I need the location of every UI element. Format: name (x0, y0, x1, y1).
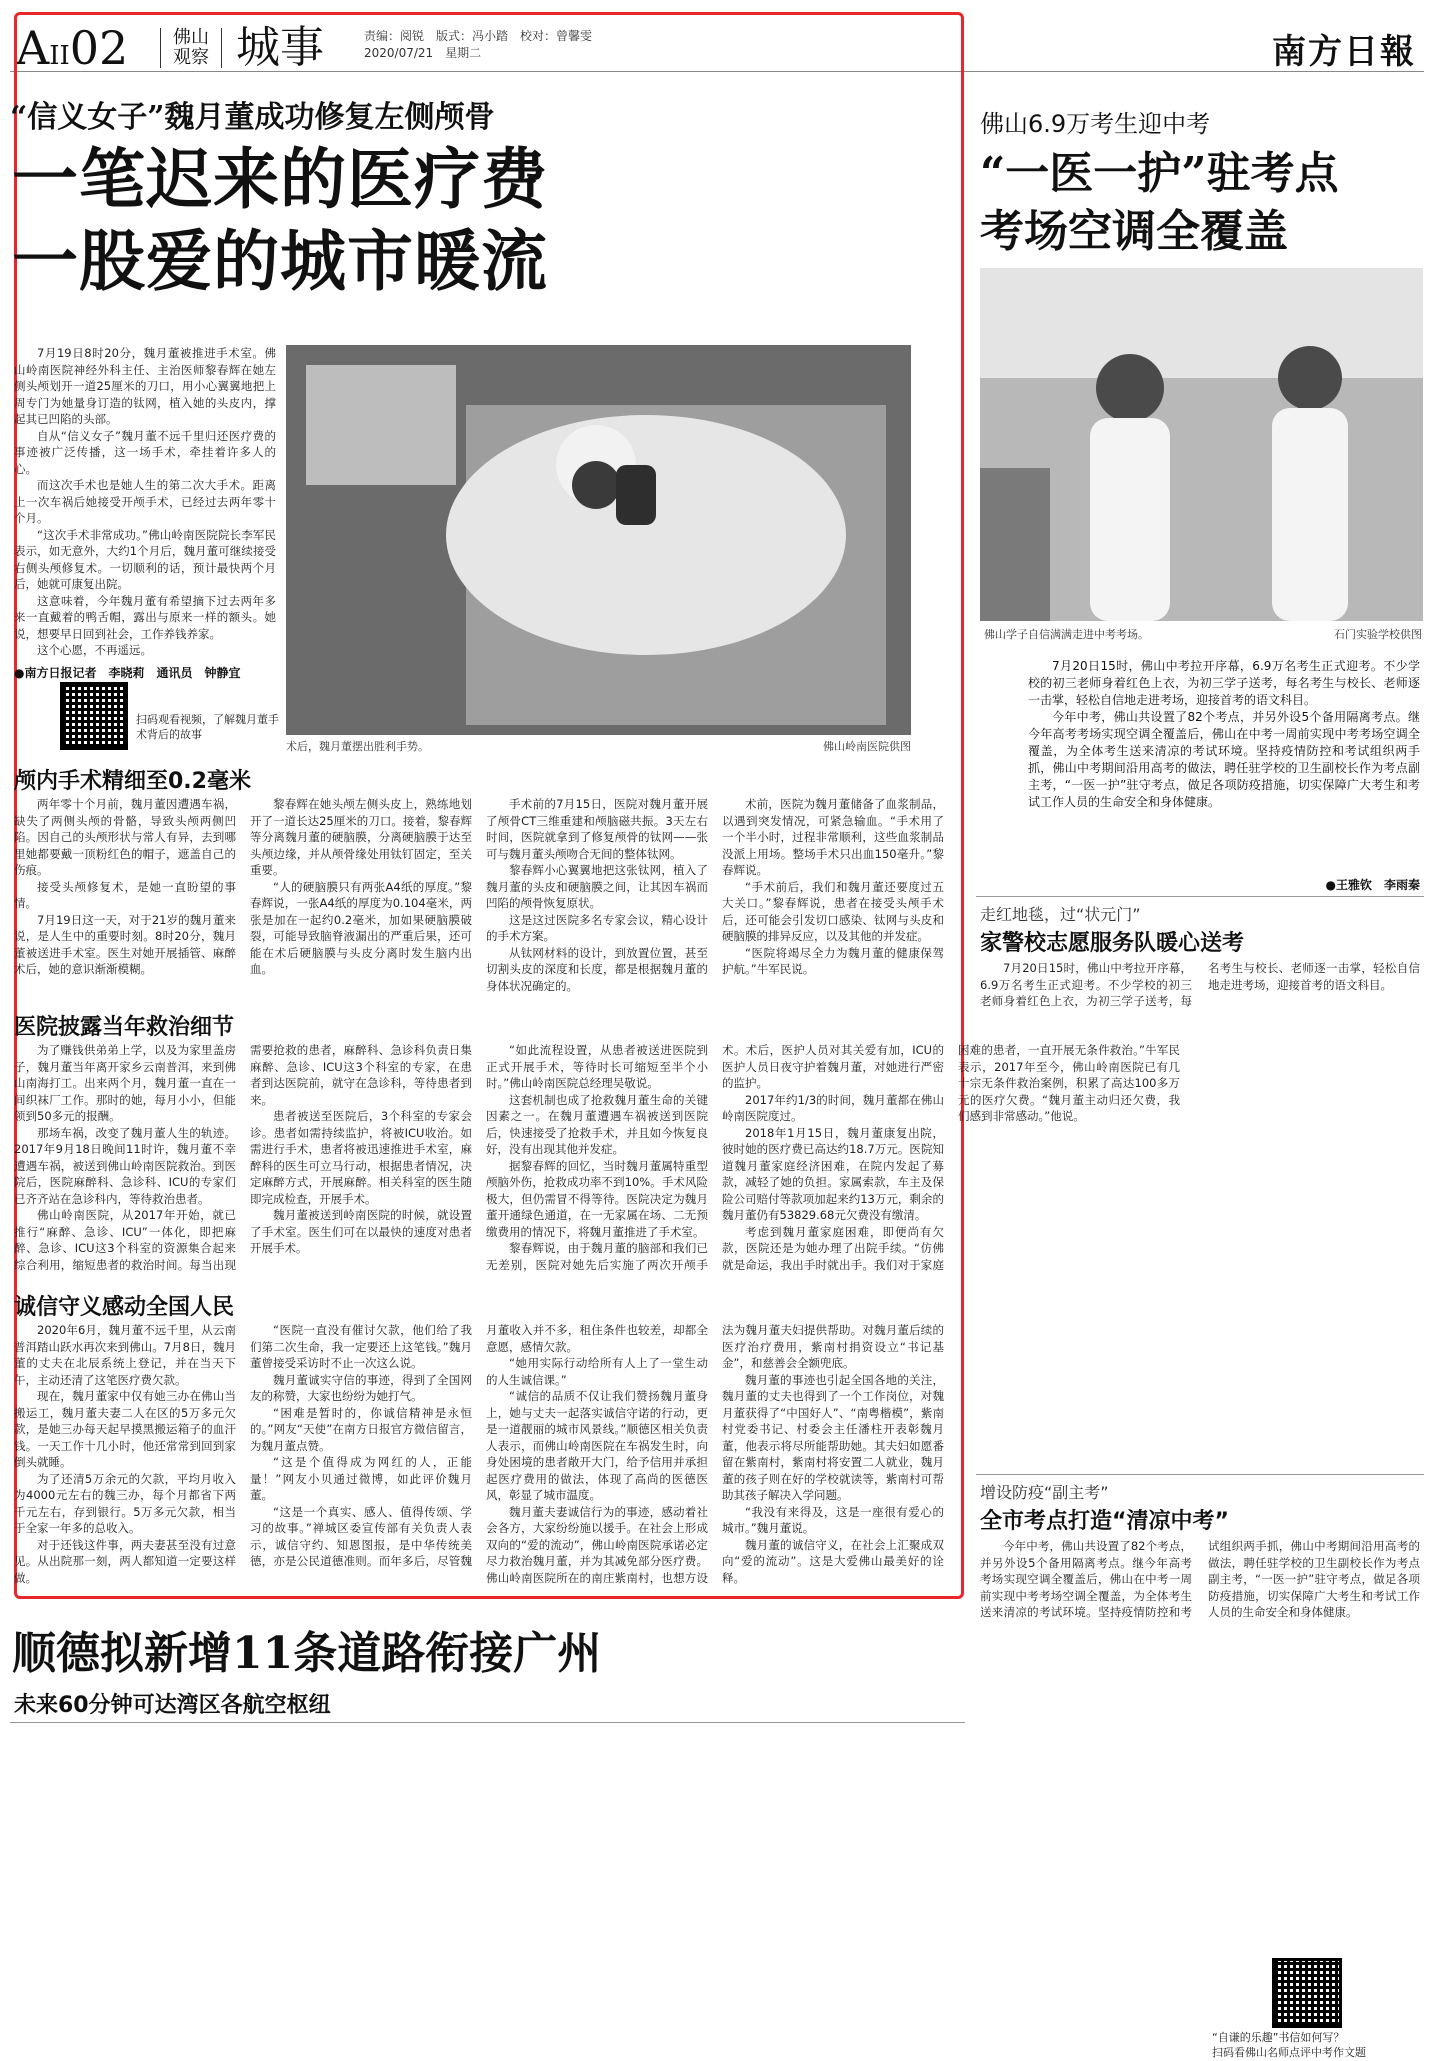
lead-paragraph: 自从“信义女子”魏月董不远千里归还医疗费的事迹被广泛传播，这一场手术，牵挂着许多人的心。 (14, 428, 276, 476)
paragraph: 黎春辉小心翼翼地把这张钛网，植入了魏月董的头皮和硬脑膜之间，让其因车祸而凹陷的颅骨恢复原状。 (486, 863, 708, 910)
lead-paragraph: “这次手术非常成功。”佛山岭南医院院长李军民表示，如无意外，大约1个月后，魏月董可继续接受右侧头颅修复术。一切顺利的话，预计最快两个月后，她就可康复出院。 (14, 527, 276, 591)
qr-code-essay[interactable] (1272, 1958, 1342, 2028)
bottom-headline: 顺德拟新增11条道路衔接广州 (12, 1628, 602, 1679)
subsection-kicker: 走红地毯，过“状元门” (980, 905, 1141, 924)
right-kicker: 佛山6.9万考生迎中考 (980, 110, 1211, 138)
section-tag: 佛山观察 (160, 28, 222, 68)
qr-code-video[interactable] (60, 682, 128, 750)
subsection-title: 全市考点打造“清凉中考” (980, 1509, 1229, 1534)
paragraph: “医院将竭尽全力为魏月董的健康保驾护航。”牛军民说。 (722, 945, 944, 976)
paragraph: “这是一个真实、感人、值得传颂、学习的故事。”禅城区委宣传部有关负责人表示，诚信守约、知恩图报，是中华传统美德，亦是公民道德准则。而年多后，尽管魏月董收入并不多，租住条件也较差，却都全意愿，感情欠款。 (250, 1323, 708, 1568)
paragraph: 2018年1月15日，魏月董康复出院，彼时她的医疗费已高达约18.7万元。医院知道魏月董家庭经济困难，在院内发起了募款，减轻了她的负担。家属索款，车主及保险公司赔付等款项加起来约13万元，剩余的魏月董仍有53829.68元欠费没有缴清。 (722, 1125, 944, 1222)
paragraph: 魏月董诚实守信的事迹，得到了全国网友的称赞，大家也纷纷为她打气。 (250, 1372, 472, 1403)
section-heading: 诚信守义感动全国人民 (14, 1295, 235, 1320)
main-kicker: “信义女子”魏月董成功修复左侧颅骨 (10, 100, 495, 135)
paragraph: 对于还钱这件事，两夫妻甚至没有过意见。从出院那一刻，两人都知道一定要这样做。 (14, 1537, 236, 1585)
paragraph: 这套机制也成了抢救魏月董生命的关键因素之一。在魏月董遭遇车祸被送到医院后，快速接受了抢救手术，并且如今恢复良好，没有出现其他并发症。 (486, 1092, 708, 1156)
right-headline (980, 145, 1339, 261)
lead-paragraph: 这个心愿，不再遥远。 (37, 643, 152, 657)
lead-paragraph: 而这次手术也是她人生的第二次大手术。距离上一次车祸后她接受开颅手术，已经过去两年零十个月。 (14, 478, 276, 525)
paragraph: 今年中考，佛山共设置了82个考点，并另外设5个备用隔离考点。继今年高考考场实现空调全覆盖后，佛山在中考一周前实现中考考场空调全覆盖，为全体考生送来清凉的考试环境。坚持疫情防控和考试组织两手抓，佛山中考期间沿用高考的做法，聘任驻学校的卫生副校长作为考点副主考，“一医一护”驻守考点，做足各项防疫措施，切实保障广大考生和考试工作人员的生命安全和身体健康。 (980, 1539, 1420, 1619)
divider (976, 1474, 1424, 1475)
subsection-kicker: 增设防疫“副主考” (980, 1483, 1109, 1502)
subsection-title: 家警校志愿服务队暖心送考 (980, 931, 1245, 956)
students-illustration (980, 268, 1423, 621)
divider (976, 896, 1424, 897)
paragraph: 黎春辉说，由于魏月董的脑部和我们已无差别，医院对她先后实施了两次开颅手术。术后，医护人员对其关爱有加，ICU的医护人员日夜守护着魏月董，对她进行严密的监护。 (486, 1043, 944, 1272)
hospital-bed-illustration (286, 345, 911, 735)
section-heading: 医院披露当年救治细节 (14, 1015, 235, 1040)
paragraph: “人的硬脑膜只有两张A4纸的厚度。”黎春辉说，一张A4纸的厚度为0.104毫米，两张是加在一起约0.2毫米，加如果硬脑膜破裂，可能导致脑脊液漏出的严重后果，还可能在术后硬脑膜与头皮分离时发生脑内出血。 (250, 879, 472, 976)
paragraph: 黎春辉在她头颅左侧头皮上，熟练地划开了一道长达25厘米的刀口。接着，黎春辉等分离魏月董的硬脑膜，分离硬脑膜于达至头颅边缘，并从颅骨缘处用钛钉固定，至关重要。 (250, 797, 472, 877)
paragraph: “手术前后，我们和魏月董还要度过五大关口。”黎春辉说，患者在接受头颅手术后，还可能会引发切口感染、钛网与头皮和硬脑膜的排异反应，以及其他的并发症。 (722, 879, 944, 943)
paragraph: 魏月董的事迹也引起全国各地的关注，魏月董的丈夫也得到了一个工作岗位，对魏月董获得了“中国好人”、“南粤楷模”，紫南村党委书记、村委会主任潘柱开表彰魏月董，他表示将尽所能帮助她。其夫妇如愿番留在紫南村，紫南村将安置二人就业，魏月董的孩子则在好的学校就读等，紫南村可帮助其孩子解决入学问题。 (722, 1372, 944, 1502)
section-title: 城事 (236, 22, 324, 73)
paragraph: 术前，医院为魏月董储备了血浆制品，以遇到突发情况，可紧急输血。“手术用了一个半小时，过程非常顺利，这些血浆制品没派上用场。整场手术只出血150毫升。”黎春辉说。 (722, 797, 944, 877)
paragraph: 这是这过医院多名专家会议，精心设计的手术方案。 (486, 912, 708, 943)
paragraph: 据黎春辉的回忆，当时魏月董属特重型颅脑外伤，抢救成功率不到10%。手术风险极大，但仍需冒不得等待。医院决定为魏月董开通绿色通道，在一无家属在场、二无预缴费用的情况下，将魏月董推进了手术室。 (486, 1158, 708, 1239)
editor-credits: 责编：阅锐 版式：冯小踏 校对：曾馨雯 (364, 29, 593, 43)
bottom-subheadline: 未来60分钟可达湾区各航空枢纽 (14, 1693, 331, 1718)
qr-caption-line1: “自谦的乐趣”书信如何写？ (1212, 2031, 1345, 2044)
photo-caption-main (286, 738, 911, 754)
subsection-body (980, 960, 1420, 1460)
paragraph: “这是个值得成为网红的人，正能量！”网友小贝通过微博，如此评价魏月董。 (250, 1455, 472, 1502)
paragraph: 考虑到魏月董家庭困难，即便尚有欠款，医院还是为她办理了出院手续。“仿佛就是命运，我出手时就出手。我们对于家庭困难的患者，一直开展无条件救治。”牛军民表示，2017年至今，佛山岭南医院已有几十宗无条件救治案例，积累了高达100多万元的医疗欠费。“魏月董主动归还欠费，我们感到非常感动。”他说。 (722, 1043, 1180, 1272)
page-number: AII02 (16, 21, 129, 75)
paragraph: 魏月董夫妻诚信行为的事迹，感动着社会各方，大家纷纷施以援手。在社会上形成双向的“爱的流动”，佛山岭南医院承诺必定尽力救治魏月董，并为其减免部分医疗费。佛山岭南医院所在的南庄紫南村，也想方设法为魏月董夫妇提供帮助。对魏月董后续的医疗治疗费用，紫南村捐资设立“书记基金”，和慈善会全额兜底。 (486, 1323, 944, 1585)
section-body (14, 1322, 944, 1590)
qr-caption-line2: 扫码看佛山名师点评中考作文题 (1212, 2046, 1366, 2059)
main-headline (12, 138, 962, 302)
main-headline-line1: 一笔迟来的医疗费 (12, 140, 548, 218)
paragraph: 魏月董的诚信守义，在社会上汇聚成双向“爱的流动”。这是大爱佛山最美好的诠释。 (722, 1537, 944, 1585)
paragraph: 2020年6月，魏月董不远千里，从云南普洱踏山跃水再次来到佛山。7月8日，魏月董的丈夫在北辰系统上登记，并在当天下午，主动还清了这笔医疗费欠款。 (14, 1323, 236, 1387)
main-byline: ●南方日报记者 李晓莉 通讯员 钟静宜 (14, 666, 241, 680)
students-photo (980, 268, 1423, 621)
paragraph: 现在，魏月董家中仅有她三办在佛山当搬运工，魏月董夫妻二人在区的5万多元欠款，是她三办每天起早摸黑搬运箱子的血汗钱。一天工作十几小时，他还常常到回到家倒头就睡。 (14, 1389, 236, 1469)
paragraph: 2017年约1/3的时间，魏月董都在佛山岭南医院度过。 (722, 1092, 944, 1123)
paragraph: “医院一直没有催讨欠款，他们给了我们第二次生命，我一定要还上这笔钱。”魏月董曾接受采访时不止一次这么说。 (250, 1323, 472, 1370)
right-photo-caption: 佛山学子自信满满走进中考考场。 (984, 628, 1149, 641)
paragraph: 那场车祸，改变了魏月董人生的轨迹。2017年9月18日晚间11时许，魏月董不幸遭遇车祸，被送到佛山岭南医院救治。到医院后，医院麻醉科、急诊科、ICU的专家们已齐齐站在急诊科内，等待救治患者。 (14, 1125, 236, 1206)
right-headline-line1: “一医一护”驻考点 (980, 148, 1339, 199)
paragraph: 患者被送至医院后，3个科室的专家会诊。患者如需持续监护，将被ICU收治。如需进行手术，患者将被迅速推进手术室，麻醉科的医生可立马行动，根据患者情况，决定麻醉方式，开展麻醉。相关科室的医生随即完成检查，开展手术。 (250, 1109, 472, 1206)
right-byline: ●王雅钦 李雨秦 (1325, 878, 1420, 892)
section-body (14, 796, 944, 996)
paragraph: “如此流程设置，从患者被送进医院到正式开展手术，等待时长可缩短至半个小时。”佛山岭南医院总经理吴敬说。 (486, 1043, 708, 1090)
paragraph: “困难是暂时的，你诚信精神是永恒的。”网友“天使”在南方日报官方微信留言，为魏月董点赞。 (250, 1405, 472, 1453)
paragraph: 7月20日15时，佛山中考拉开序幕，6.9万名考生正式迎考。不少学校的初三老师身着红色上衣，为初三学子送考，每名考生与校长、老师逐一击掌，轻松自信地走进考场，迎接首考的语文科目。 (1028, 659, 1420, 707)
main-headline-line2: 一股爱的城市暖流 (12, 222, 548, 300)
paragraph: 为了还清5万余元的欠款，平均月收入为4000元左右的魏三办，每个月都省下两千元左右，存到银行。5万多元欠款，相当于全家一年多的总收入。 (14, 1471, 236, 1535)
subsection-body (980, 1538, 1420, 1958)
patient-photo (286, 345, 911, 735)
lead-paragraph: 7月19日8时20分，魏月董被推进手术室。佛山岭南医院神经外科主任、主治医师黎春辉在她左侧头颅划开一道25厘米的刀口，用小心翼翼地把上周专门为她量身订造的钛网，植入她的头皮内，撑起其已凹陷的头部。 (14, 346, 276, 426)
section-body (14, 1042, 1180, 1280)
lead-paragraph: 这意味着，今年魏月董有希望摘下过去两年多来一直戴着的鸭舌帽，露出与原来一样的额头。她说，想要早日回到社会，工作养钱养家。 (14, 593, 276, 641)
issue-date: 2020/07/21 星期二 (364, 46, 482, 60)
photo-caption-text: 术后，魏月董摆出胜利手势。 (286, 740, 429, 753)
paragraph: 佛山岭南医院，从2017年开始，就已推行“麻醉、急诊、ICU”一体化，即把麻醉、急诊、ICU这3个科室的资源集合起来综合利用，缩短患者的救治时间。每当出现需要抢救的患者，麻醉科、急诊科负责日集麻醉、急诊、ICU这3个科室的专家，在患者到达医院前，就守在急诊科，等待患者到来。 (14, 1043, 472, 1272)
right-body (1028, 658, 1420, 811)
qr-caption-video: 扫码观看视频，了解魏月董手术背后的故事 (136, 713, 279, 741)
paragraph: 7月19日这一天，对于21岁的魏月董来说，是人生中的重要时刻。8时20分，魏月董被送进手术室。医生对她开展插管、麻醉术后，她的意识渐渐模糊。 (14, 912, 236, 976)
photo-credit: 佛山岭南医院供图 (823, 740, 911, 753)
newspaper-logo: 南方日報 (1272, 32, 1416, 72)
paragraph: 手术前的7月15日，医院对魏月董开展了颅骨CT三维重建和颅脑磁共振。3天左右时间，医院就拿到了修复颅骨的钛网——张可与魏月董头颅吻合无间的整体钛网。 (486, 797, 708, 861)
paragraph: 今年中考，佛山共设置了82个考点，并另外设5个备用隔离考点。继今年高考考场实现空调全覆盖后，佛山在中考一周前实现中考考场空调全覆盖，为全体考生送来清凉的考试环境。坚持疫情防控和考试组织两手抓，佛山中考期间沿用高考的做法，聘任驻学校的卫生副校长作为考点副主考，“一医一护”驻守考点，做足各项防疫措施，切实保障广大考生和考试工作人员的生命安全和身体健康。 (1028, 710, 1420, 809)
divider (10, 1722, 965, 1723)
paragraph: “我没有来得及，这是一座很有爱心的城市。”魏月董说。 (722, 1504, 944, 1535)
paragraph: 7月20日15时，佛山中考拉开序幕，6.9万名考生正式迎考。不少学校的初三老师身着红色上衣，为初三学子送考，每名考生与校长、老师逐一击掌，轻松自信地走进考场，迎接首考的语文科目。 (980, 961, 1420, 1008)
paragraph: “诚信的品质不仅让我们赞扬魏月董身上，她与丈夫一起落实诚信守诺的行动，更是一道靓丽的城市风景线。”顺德区相关负责人表示，而佛山岭南医院在车祸发生时，向身处困境的患者敞开大门，给予信用并承担起医疗费用的做法，体现了高尚的医德医风，彰显了城市温度。 (486, 1389, 708, 1502)
section-heading: 颅内手术精细至0.2毫米 (14, 769, 251, 794)
paragraph: 从钛网材料的设计，到放置位置，甚至切割头皮的深度和长度，都是根据魏月董的身体状况确定的。 (486, 945, 708, 993)
right-headline-line2: 考场空调全覆盖 (980, 206, 1288, 257)
lead-column (14, 345, 276, 655)
paragraph: 接受头颅修复术，是她一直盼望的事情。 (14, 879, 236, 910)
paragraph: 为了赚钱供弟弟上学，以及为家里盖房子，魏月董当年离开家乡云南普洱，来到佛山南海打工。出来两个月，魏月董一直在一间织袜厂工作。那时的她，每月小小，但能领到50多元的报酬。 (14, 1043, 236, 1123)
paragraph: “她用实际行动给所有人上了一堂生动的人生诚信课。” (486, 1356, 708, 1387)
qr-caption-essay (1212, 2030, 1422, 2060)
paragraph: 魏月董被送到岭南医院的时候，就设置了手术室。医生们可在以最快的速度对患者开展手术。 (250, 1208, 472, 1255)
paragraph: 两年零十个月前，魏月董因遭遇车祸，缺失了两侧头颅的骨骼，导致头颅两侧凹陷。因自己的头颅形状与常人有异，去到哪里她都要戴一顶粉红色的帽子，遮盖自己的伤痕。 (14, 797, 236, 877)
right-photo-credit: 石门实验学校供图 (1334, 628, 1422, 641)
